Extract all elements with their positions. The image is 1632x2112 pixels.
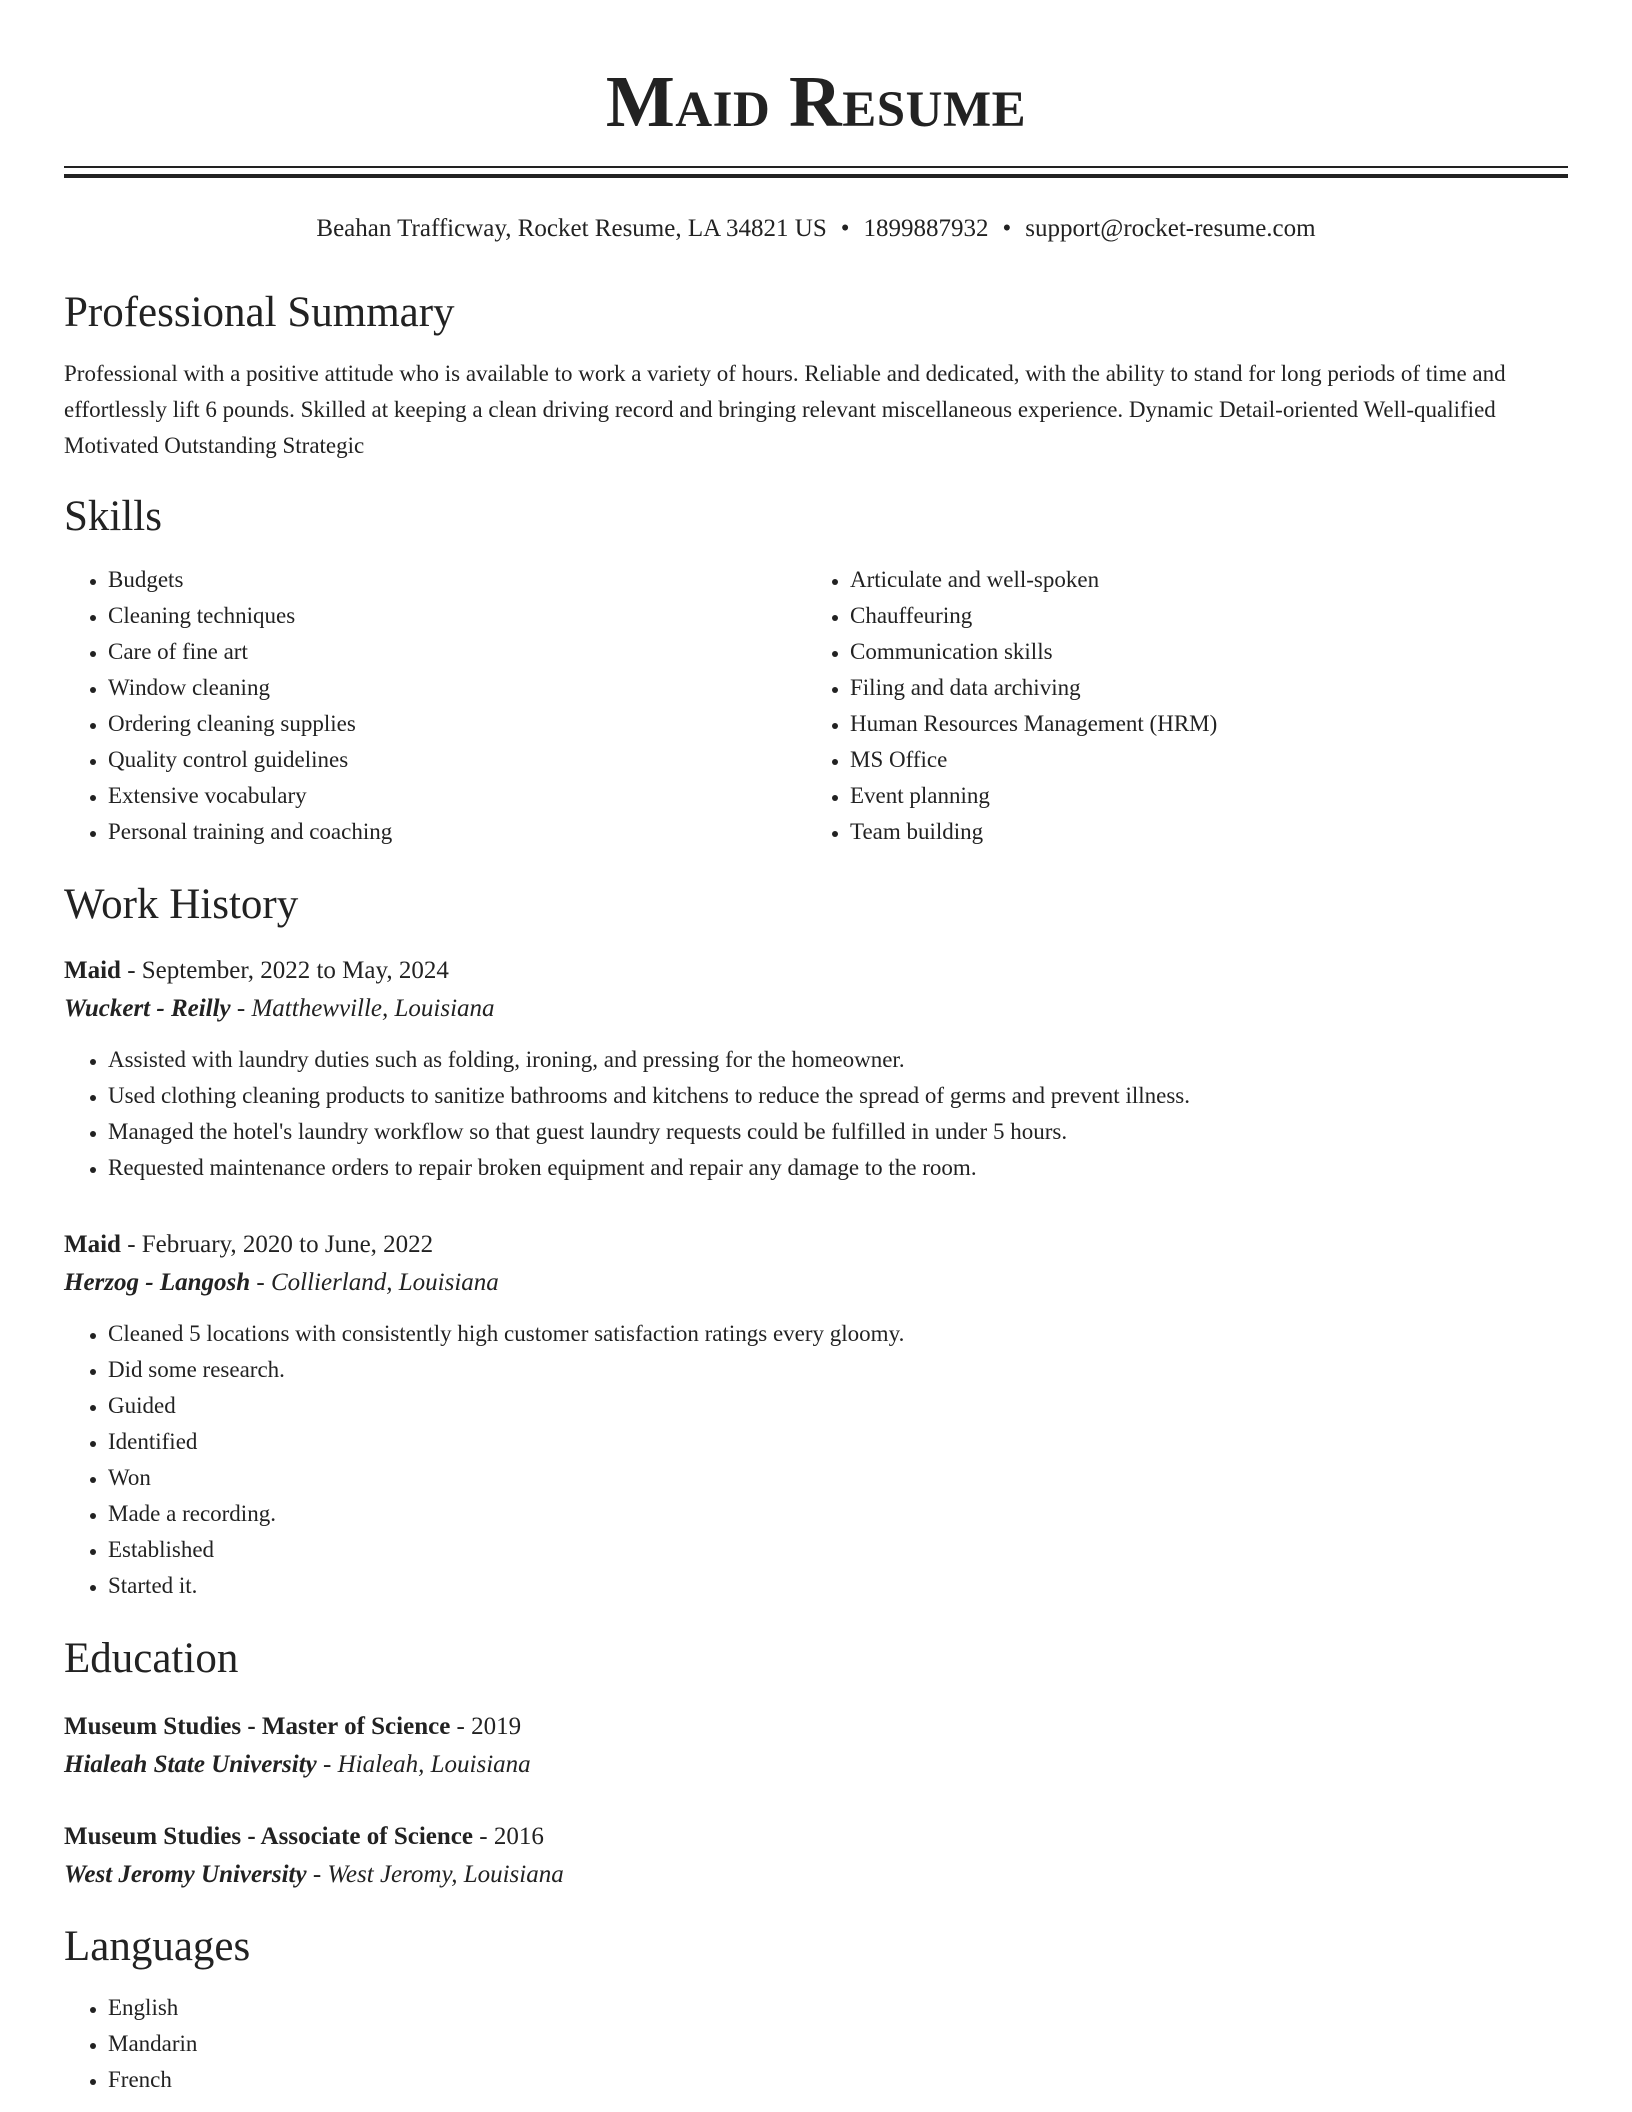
- school: Hialeah State University: [64, 1751, 317, 1778]
- job-bullets: [64, 1316, 1568, 1604]
- school-line: [64, 1746, 1568, 1784]
- skill-item: • Filing and data archiving: [850, 670, 1548, 706]
- job-location: Collierland, Louisiana: [270, 1269, 499, 1296]
- skill-item: • Quality control guidelines: [108, 742, 806, 778]
- title-divider: [64, 166, 1568, 178]
- job-bullet: • Requested maintenance orders to repair broken equipment and repair any damage to the room.: [108, 1150, 1568, 1186]
- job-bullet: • Started it.: [108, 1568, 1568, 1604]
- job-bullet: • Guided: [108, 1388, 1568, 1424]
- job-title-line: [64, 1226, 1568, 1264]
- skill-item: • Care of fine art: [108, 634, 806, 670]
- job-title-line: [64, 952, 1568, 990]
- languages-list: [64, 1990, 1568, 2098]
- job-title: Maid: [64, 1231, 121, 1258]
- skills-list-right: [806, 562, 1548, 850]
- skill-item: • Personal training and coaching: [108, 814, 806, 850]
- skills-columns: [64, 562, 1568, 850]
- degree-dash: -: [473, 1823, 494, 1850]
- skill-item: • Cleaning techniques: [108, 598, 806, 634]
- contact-email: support@rocket-resume.com: [1025, 215, 1316, 242]
- language-item: • English: [108, 1990, 1568, 2026]
- summary-heading: Professional Summary: [64, 289, 455, 336]
- skills-column-right: [806, 562, 1548, 850]
- school-dash: -: [316, 1751, 338, 1778]
- education-entry: [64, 1708, 1568, 1784]
- skill-item: • Team building: [850, 814, 1548, 850]
- job-bullet: • Made a recording.: [108, 1496, 1568, 1532]
- contact-line: [64, 214, 1568, 244]
- skill-item: • Extensive vocabulary: [108, 778, 806, 814]
- job-bullet: • Won: [108, 1460, 1568, 1496]
- job-company-line: [64, 1264, 1568, 1302]
- school-location: Hialeah, Louisiana: [337, 1751, 531, 1778]
- job-entry: [64, 952, 1568, 1186]
- skill-item: • Human Resources Management (HRM): [850, 706, 1548, 742]
- work-history-heading: Work History: [64, 881, 299, 928]
- skills-column-left: [64, 562, 806, 850]
- job-dates: September, 2022 to May, 2024: [141, 957, 449, 984]
- job-bullet: • Identified: [108, 1424, 1568, 1460]
- skills-heading: Skills: [64, 493, 162, 540]
- job-company-line: [64, 990, 1568, 1028]
- skills-list-left: [64, 562, 806, 850]
- education-heading: Education: [64, 1635, 239, 1682]
- job-bullet: • Assisted with laundry duties such as folding, ironing, and pressing for the homeowner.: [108, 1042, 1568, 1078]
- job-dash: -: [250, 1269, 271, 1296]
- job-location: Matthewville, Louisiana: [251, 995, 495, 1022]
- skill-item: • Ordering cleaning supplies: [108, 706, 806, 742]
- degree: Museum Studies - Master of Science: [64, 1713, 451, 1740]
- job-dash: -: [120, 1231, 142, 1258]
- degree: Museum Studies - Associate of Science: [64, 1823, 473, 1850]
- job-company: Wuckert - Reilly: [64, 995, 231, 1022]
- school-location: West Jeromy, Louisiana: [327, 1861, 564, 1888]
- job-bullet: • Did some research.: [108, 1352, 1568, 1388]
- school-dash: -: [306, 1861, 328, 1888]
- skill-item: • MS Office: [850, 742, 1548, 778]
- skill-item: • Event planning: [850, 778, 1548, 814]
- skill-item: • Communication skills: [850, 634, 1548, 670]
- contact-separator: •: [840, 215, 850, 242]
- contact-address: Beahan Trafficway, Rocket Resume, LA 34821 US: [316, 215, 827, 242]
- job-company: Herzog - Langosh: [64, 1269, 251, 1296]
- job-bullet: • Managed the hotel's laundry workflow so that guest laundry requests could be fulfilled in under 5 hours.: [108, 1114, 1568, 1150]
- job-dates: February, 2020 to June, 2022: [141, 1231, 434, 1258]
- languages-heading: Languages: [64, 1923, 251, 1970]
- education-entry: [64, 1818, 1568, 1894]
- degree-line: [64, 1818, 1568, 1856]
- school-line: [64, 1856, 1568, 1894]
- skill-item: • Window cleaning: [108, 670, 806, 706]
- job-bullets: [64, 1042, 1568, 1186]
- job-bullet: • Cleaned 5 locations with consistently high customer satisfaction ratings every gloomy.: [108, 1316, 1568, 1352]
- resume-title: Maid Resume: [605, 61, 1027, 142]
- contact-separator: •: [1002, 215, 1012, 242]
- job-title: Maid: [64, 957, 121, 984]
- job-bullet: • Established: [108, 1532, 1568, 1568]
- job-entry: [64, 1226, 1568, 1604]
- job-dash: -: [230, 995, 252, 1022]
- degree-dash: -: [450, 1713, 472, 1740]
- degree-year: 2016: [493, 1823, 544, 1850]
- job-dash: -: [120, 957, 142, 984]
- job-bullet: • Used clothing cleaning products to sanitize bathrooms and kitchens to reduce the spread of germs and prevent illness.: [108, 1078, 1568, 1114]
- degree-year: 2019: [471, 1713, 522, 1740]
- summary-text: Professional with a positive attitude who is available to work a variety of hours. Reliable and dedicated, with the ability to stand for long periods of time and effortlessly lift 6 pounds. Skilled at keeping a clean driving record and bringing relevant miscellaneous experience. Dynamic Detail-oriented Well-qualified Motivated Outstanding Strategic: [64, 361, 1506, 458]
- skill-item: • Chauffeuring: [850, 598, 1548, 634]
- skill-item: • Budgets: [108, 562, 806, 598]
- school: West Jeromy University: [64, 1861, 307, 1888]
- skill-item: • Articulate and well-spoken: [850, 562, 1548, 598]
- degree-line: [64, 1708, 1568, 1746]
- language-item: • French: [108, 2062, 1568, 2098]
- contact-phone: 1899887932: [863, 215, 989, 242]
- language-item: • Mandarin: [108, 2026, 1568, 2062]
